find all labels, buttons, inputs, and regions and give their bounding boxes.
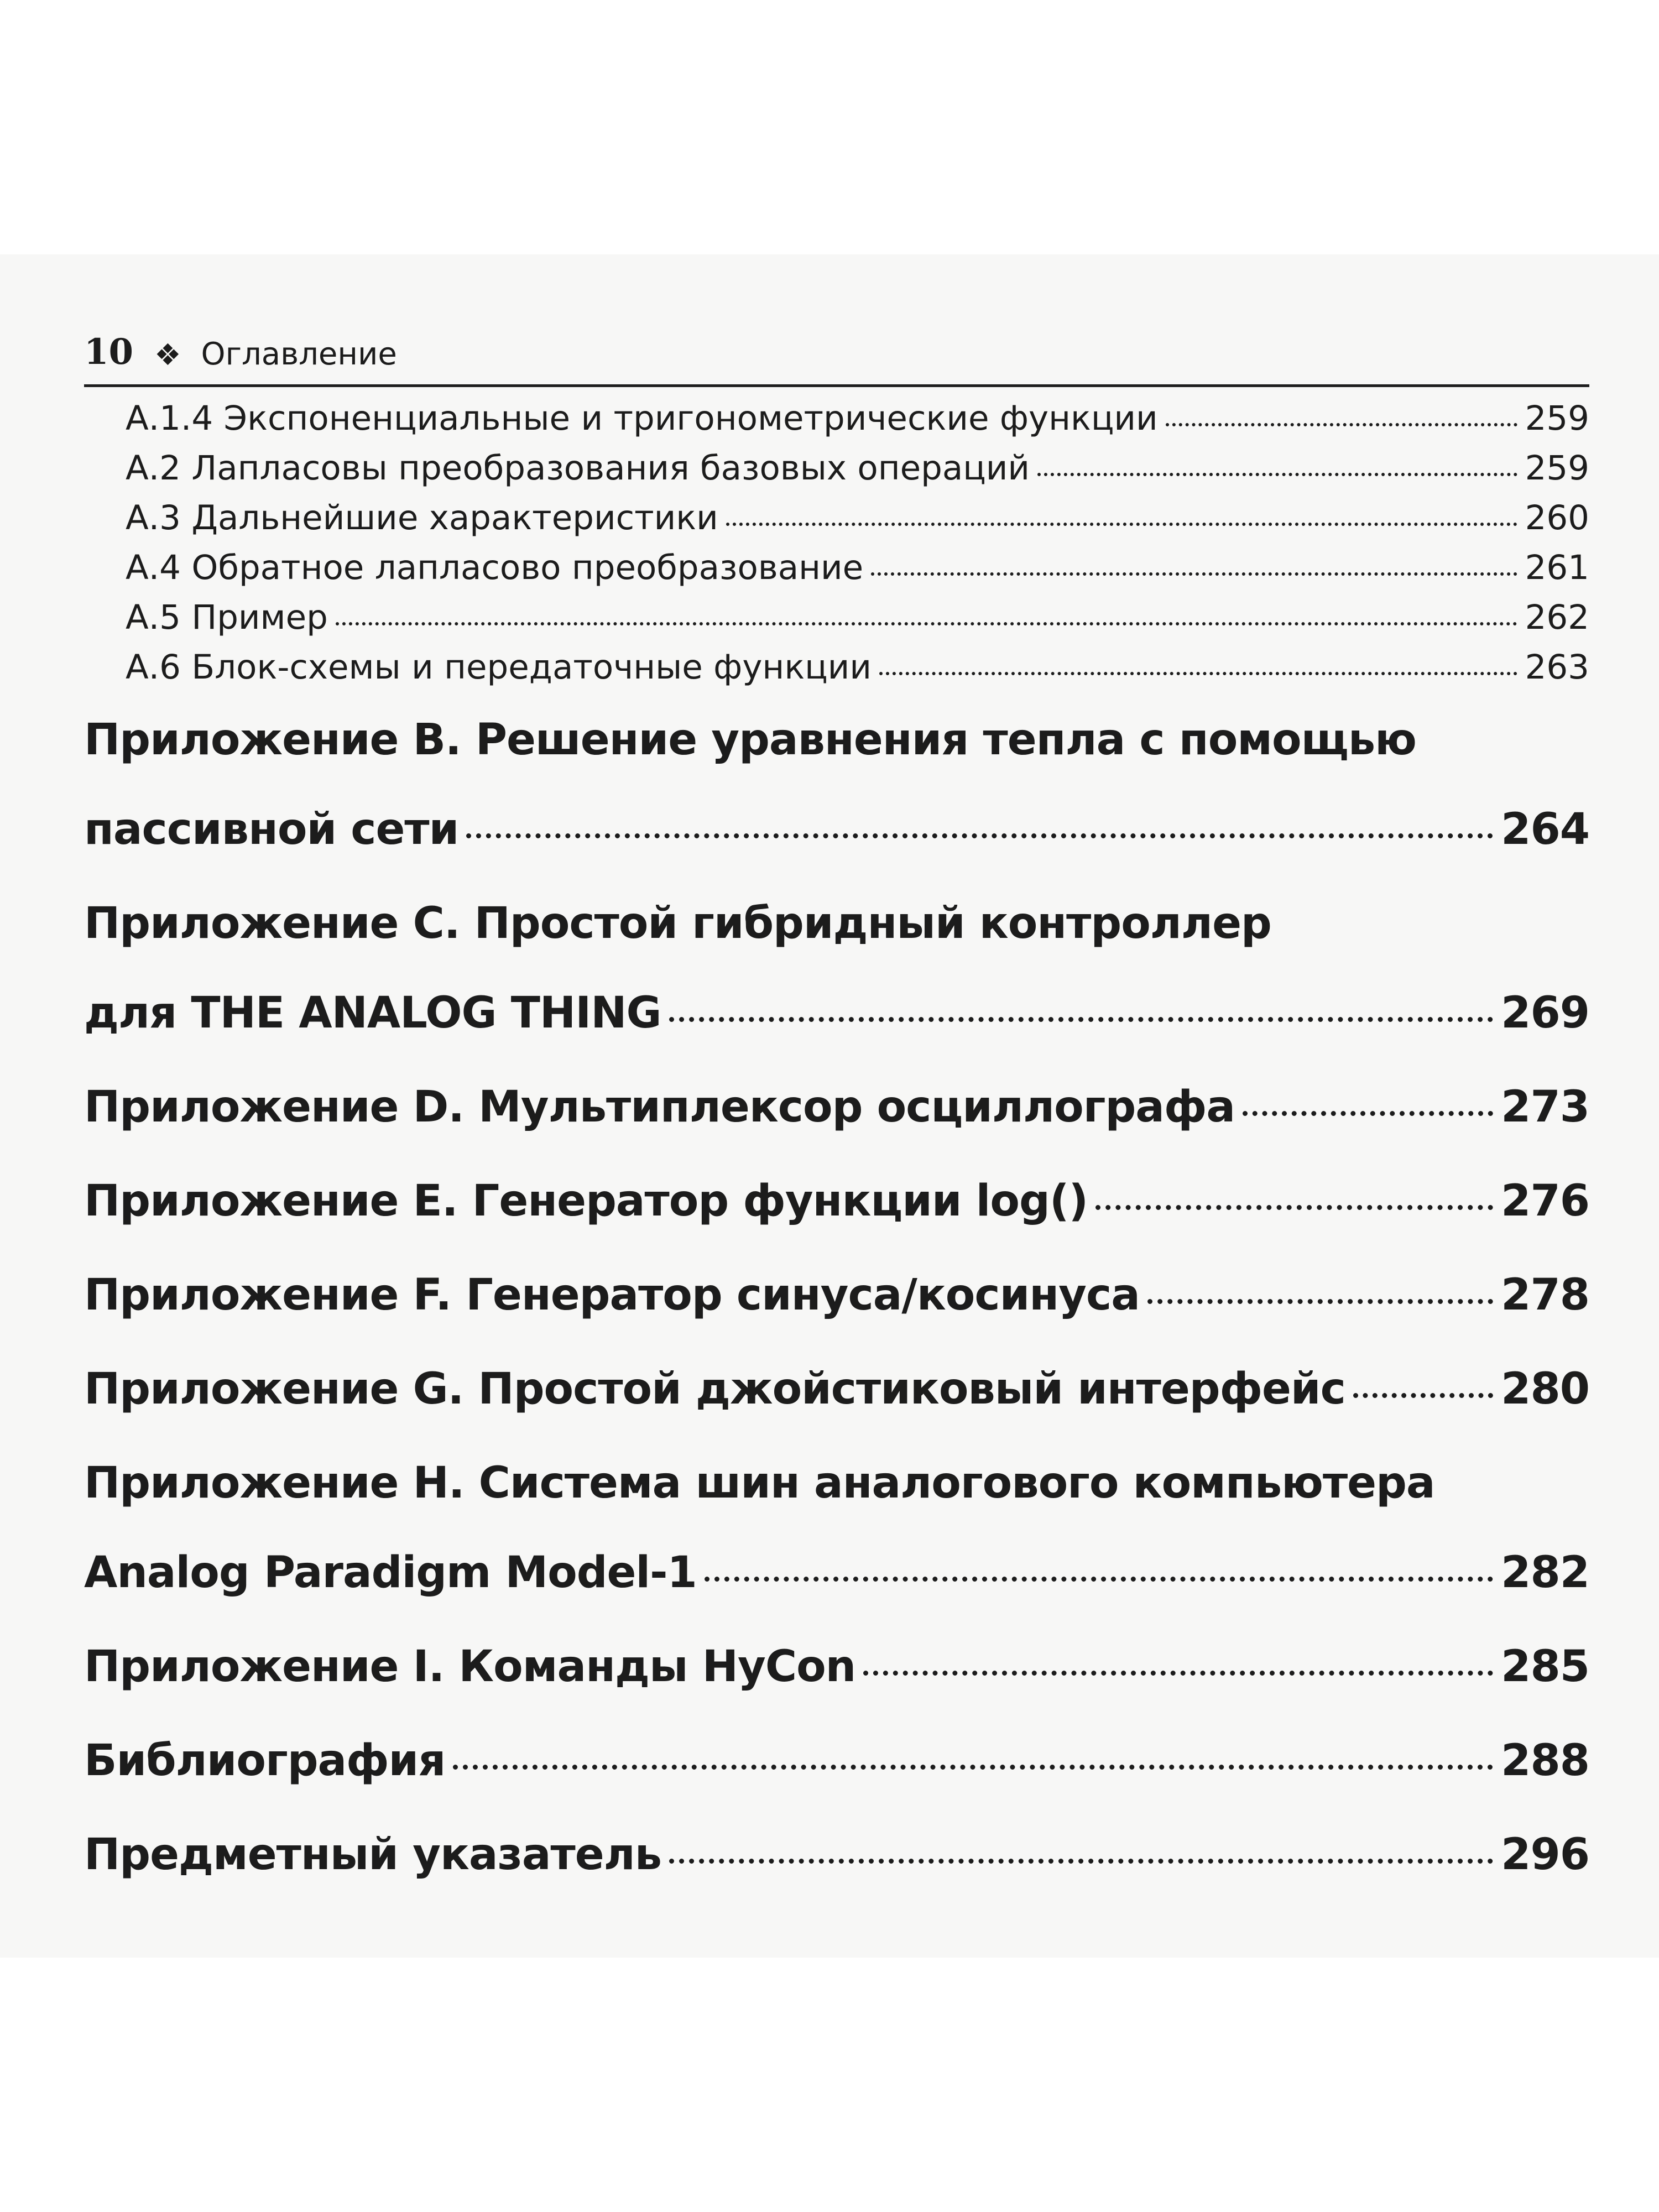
- toc-appendix-f: [84, 1270, 1589, 1321]
- dot-leader: [705, 1577, 1493, 1582]
- toc-entry-title: А.1.4 Экспоненциальные и тригонометрические функции: [126, 399, 1158, 438]
- dot-leader: [1037, 473, 1517, 476]
- toc-sub-entry: [84, 593, 1589, 643]
- dot-leader: [871, 572, 1517, 576]
- dot-leader: [1147, 1299, 1493, 1304]
- toc-main-entry: [84, 804, 1589, 855]
- toc-entry-page: 261: [1525, 548, 1589, 587]
- toc-entry-page: 276: [1501, 1176, 1589, 1226]
- toc-appendix-c: [84, 898, 1589, 1039]
- toc-entry-page: 262: [1525, 598, 1589, 637]
- toc-main-entry: [84, 1547, 1589, 1598]
- toc-entry-title: Приложение D. Мультиплексор осциллографа: [84, 1082, 1235, 1132]
- toc-sub-entry: [84, 444, 1589, 493]
- toc-appendix-d: [84, 1082, 1589, 1133]
- toc-entry-page: 296: [1501, 1830, 1589, 1880]
- toc-main-entry: [84, 1270, 1589, 1321]
- toc-entry-title: А.5 Пример: [126, 598, 328, 637]
- dot-leader: [669, 1017, 1494, 1022]
- toc-entry-page: 269: [1501, 988, 1589, 1038]
- toc-bibliography: [84, 1735, 1589, 1786]
- toc-entry-page: 285: [1501, 1642, 1589, 1692]
- header-title: Оглавление: [201, 336, 397, 372]
- toc-entry-title: Приложение G. Простой джойстиковый интерфейс: [84, 1364, 1345, 1414]
- toc-entry-title: Библиография: [84, 1736, 446, 1786]
- toc-sub-entry: [84, 493, 1589, 543]
- toc-entry-title: пассивной сети: [84, 805, 459, 854]
- dot-leader: [1166, 423, 1517, 426]
- toc-appendix-h: [84, 1458, 1589, 1598]
- toc-entry-title: А.6 Блок-схемы и передаточные функции: [126, 648, 872, 687]
- toc-entry-title: для THE ANALOG THING: [84, 988, 661, 1038]
- toc-entry-title-line1: Приложение B. Решение уравнения тепла с помощью: [84, 715, 1417, 765]
- dot-leader: [879, 672, 1517, 675]
- toc-entry-title: Приложение I. Команды HyCon: [84, 1642, 856, 1692]
- dot-leader: [466, 833, 1493, 838]
- toc-main-entry: [84, 1829, 1589, 1880]
- toc-main-entry: [84, 1364, 1589, 1415]
- toc-appendix-e: [84, 1176, 1589, 1227]
- toc-main-entry: [84, 988, 1589, 1039]
- dot-leader: [453, 1765, 1493, 1770]
- toc-entry-page: 273: [1501, 1082, 1589, 1132]
- toc-entry-title: А.4 Обратное лапласово преобразование: [126, 548, 864, 587]
- ornament-icon: ❖: [154, 337, 181, 372]
- toc-subject-index: [84, 1829, 1589, 1880]
- dot-leader: [863, 1671, 1493, 1676]
- toc-sub-entry: [84, 394, 1589, 444]
- dot-leader: [336, 622, 1517, 625]
- toc-entry-page: 263: [1525, 648, 1589, 687]
- toc-entry-page: 282: [1501, 1548, 1589, 1598]
- dot-leader: [669, 1859, 1493, 1864]
- toc-entry-page: 259: [1525, 448, 1589, 488]
- toc-appendix-g: [84, 1364, 1589, 1415]
- toc-main-entry: [84, 1735, 1589, 1786]
- toc-appendix-i: [84, 1641, 1589, 1692]
- toc-main-entry: [84, 1641, 1589, 1692]
- toc-main-entry: [84, 1176, 1589, 1227]
- toc-entry-title: А.2 Лапласовы преобразования базовых операций: [126, 448, 1030, 488]
- toc-sub-entry: [84, 643, 1589, 692]
- toc-page: [84, 326, 1589, 1880]
- toc-entry-page: 259: [1525, 399, 1589, 438]
- toc-entry-page: 278: [1501, 1270, 1589, 1320]
- dot-leader: [726, 523, 1517, 526]
- page-number: 10: [84, 331, 134, 373]
- toc-entry-title: Analog Paradigm Model-1: [84, 1548, 697, 1598]
- dot-leader: [1353, 1393, 1493, 1398]
- toc-entry-title: Предметный указатель: [84, 1830, 662, 1880]
- toc-entry-title-line1: Приложение H. Система шин аналогового компьютера: [84, 1458, 1435, 1508]
- toc-appendix-b: [84, 714, 1589, 855]
- table-of-contents: [84, 394, 1589, 1880]
- toc-entry-page: 280: [1501, 1364, 1589, 1414]
- toc-entry-title-line1: Приложение C. Простой гибридный контроллер: [84, 899, 1271, 948]
- toc-entry-page: 288: [1501, 1736, 1589, 1786]
- toc-entry-page: 264: [1501, 805, 1589, 854]
- toc-entry-page: 260: [1525, 498, 1589, 538]
- dot-leader: [1095, 1205, 1493, 1210]
- toc-main-entry: [84, 1082, 1589, 1133]
- toc-entry-title: Приложение F. Генератор синуса/косинуса: [84, 1270, 1140, 1320]
- running-header: [84, 326, 1589, 387]
- toc-entry-title: Приложение E. Генератор функции log(): [84, 1176, 1088, 1226]
- dot-leader: [1243, 1111, 1493, 1116]
- toc-sub-entry: [84, 543, 1589, 593]
- toc-entry-title: А.3 Дальнейшие характеристики: [126, 498, 718, 538]
